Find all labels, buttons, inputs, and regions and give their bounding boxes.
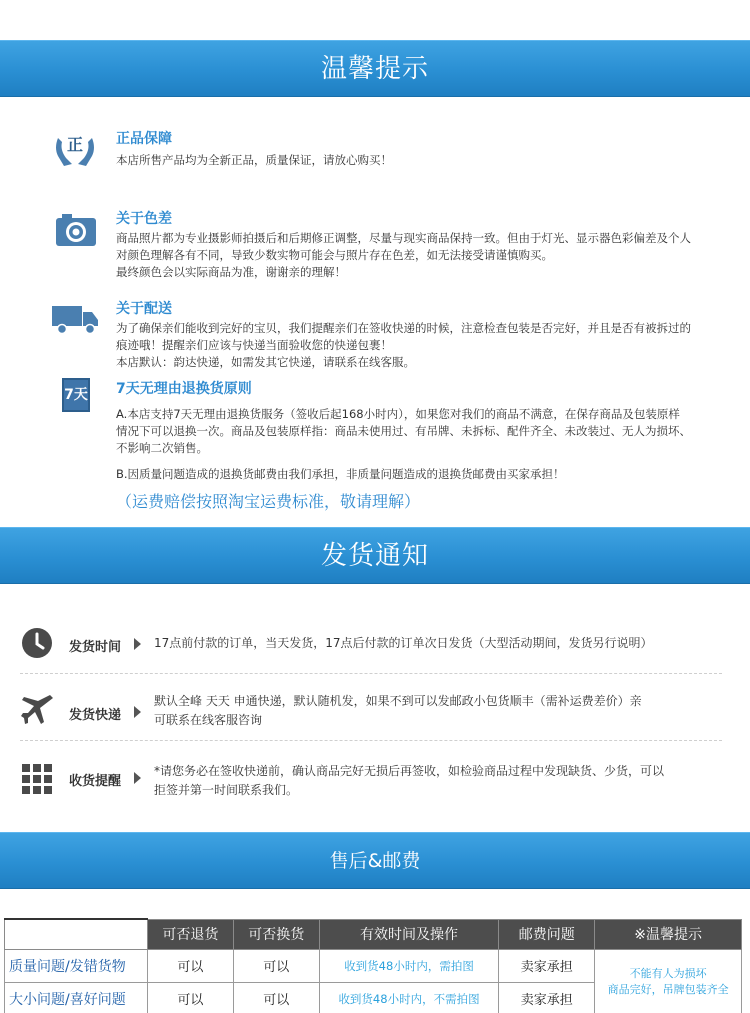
clock-icon [20, 626, 54, 660]
warm-tips-title: 温馨提示 [320, 54, 429, 84]
table-cell: 可以 [233, 982, 319, 1013]
camera-icon [50, 208, 100, 250]
shipping-time-text: 17点前付款的订单，当天发货，17点后付款的订单次日发货（大型活动期间，发货另行说明） [154, 636, 653, 650]
table-row-header: 大小问题/喜好问题 [5, 982, 148, 1013]
table-header-cell [5, 919, 148, 949]
notice-text: 不影响二次销售。 [116, 441, 208, 455]
table-header-cell: 有效时间及操作 [319, 919, 499, 949]
table-row [5, 949, 742, 982]
table-cell: 可以 [233, 949, 319, 982]
after-sales-table [4, 918, 742, 1013]
table-cell: 卖家承担 [499, 949, 595, 982]
seven-day-icon-label: 7天 [62, 378, 90, 412]
authentic-hands-icon [50, 128, 100, 170]
tip-line: 商品完好，吊牌包装齐全 [607, 983, 729, 996]
shipping-courier-row [20, 690, 724, 740]
notice-text: B.因质量问题造成的退换货邮费由我们承担，非质量问题造成的退换货邮费由买家承担！ [116, 467, 565, 481]
warm-tips-banner [0, 40, 750, 97]
notice-text: 本店所售产品均为全新正品，质量保证，请放心购买！ [116, 153, 392, 167]
table-header-row [5, 919, 742, 949]
receipt-reminder-label: 收货提醒 [69, 774, 122, 789]
seven-day-icon [50, 378, 100, 420]
svg-text:正: 正 [66, 135, 84, 154]
table-cell: 卖家承担 [499, 982, 595, 1013]
table-cell: 可以 [147, 949, 233, 982]
notice-text: 对颜色理解各有不同，导致少数实物可能会与照片存在色差，如无法接受请谨慎购买。 [116, 248, 553, 262]
notice-title: 关于配送 [116, 301, 172, 317]
shipping-courier-text-2: 可联系在线客服咨询 [154, 713, 263, 727]
after-sales-title: 售后&邮费 [329, 850, 421, 872]
receipt-reminder-text-1: *请您务必在签收快递前，确认商品完好无损后再签收，如检验商品过程中发现缺货、少货，可以 [154, 764, 665, 778]
shipping-courier-label: 发货快递 [69, 708, 122, 723]
grid-icon [20, 762, 54, 796]
shipping-compensation-note: （运费赔偿按照淘宝运费标准，敬请理解） [116, 492, 421, 511]
notice-title: 7天无理由退换货原则 [116, 381, 252, 397]
shipping-courier-text-1: 默认全峰 天天 申通快递，默认随机发，如果不到可以发邮政小包货顺丰（需补运费差价）亲 [154, 694, 642, 708]
notice-title: 正品保障 [116, 131, 172, 147]
arrow-right-icon [134, 638, 141, 650]
notice-text: 情况下可以退换一次。商品及包装原样指：商品未使用过、有吊牌、未拆标、配件齐全、未改装过、无人为损坏、 [116, 424, 691, 438]
notice-text: 本店默认：韵达快递，如需发其它快递，请联系在线客服。 [116, 355, 415, 369]
notice-text: A.本店支持7天无理由退换货服务（签收后起168小时内），如果您对我们的商品不满意，在保存商品及包装原样 [116, 407, 680, 421]
truck-icon [50, 298, 100, 340]
table-cell: 可以 [147, 982, 233, 1013]
table-header-cell: 可否换货 [233, 919, 319, 949]
shipping-notice-title: 发货通知 [320, 541, 429, 571]
notice-title: 关于色差 [116, 211, 172, 227]
notice-authentic [50, 128, 720, 178]
receipt-reminder-text-2: 拒签并第一时间联系我们。 [154, 783, 299, 797]
notice-text: 为了确保亲们能收到完好的宝贝，我们提醒亲们在签收快递的时候，注意检查包装是否完好，并且是否有被拆过的 [116, 321, 691, 335]
table-header-cell: 可否退货 [147, 919, 233, 949]
tip-line: 不能有人为损坏 [629, 967, 707, 980]
arrow-right-icon [134, 772, 141, 784]
table-cell: 收到货48小时内，需拍图 [319, 949, 499, 982]
table-header-cell: 邮费问题 [499, 919, 595, 949]
notice-delivery [50, 298, 720, 373]
table-cell: 收到货48小时内，不需拍图 [319, 982, 499, 1013]
notice-text: 最终颜色会以实际商品为准，谢谢亲的理解！ [116, 265, 346, 279]
notice-color-difference [50, 208, 720, 288]
shipping-time-label: 发货时间 [69, 640, 122, 655]
divider [20, 740, 722, 741]
table-header-cell: ※温馨提示 [595, 919, 742, 949]
shipping-notice-banner [0, 527, 750, 584]
airplane-icon [20, 692, 54, 726]
table-row-header: 质量问题/发错货物 [5, 949, 148, 982]
table-tip-cell [595, 949, 742, 1013]
arrow-right-icon [134, 706, 141, 718]
after-sales-banner [0, 832, 750, 889]
divider [20, 673, 722, 674]
notice-text: 痕迹哦！提醒亲们应该与快递当面验收您的快递包裹！ [116, 338, 392, 352]
notice-text: 商品照片都为专业摄影师拍摄后和后期修正调整，尽量与现实商品保持一致。但由于灯光、显示器色彩偏差及个人 [116, 231, 691, 245]
receipt-reminder-row [20, 760, 724, 810]
shipping-time-row [20, 626, 724, 666]
